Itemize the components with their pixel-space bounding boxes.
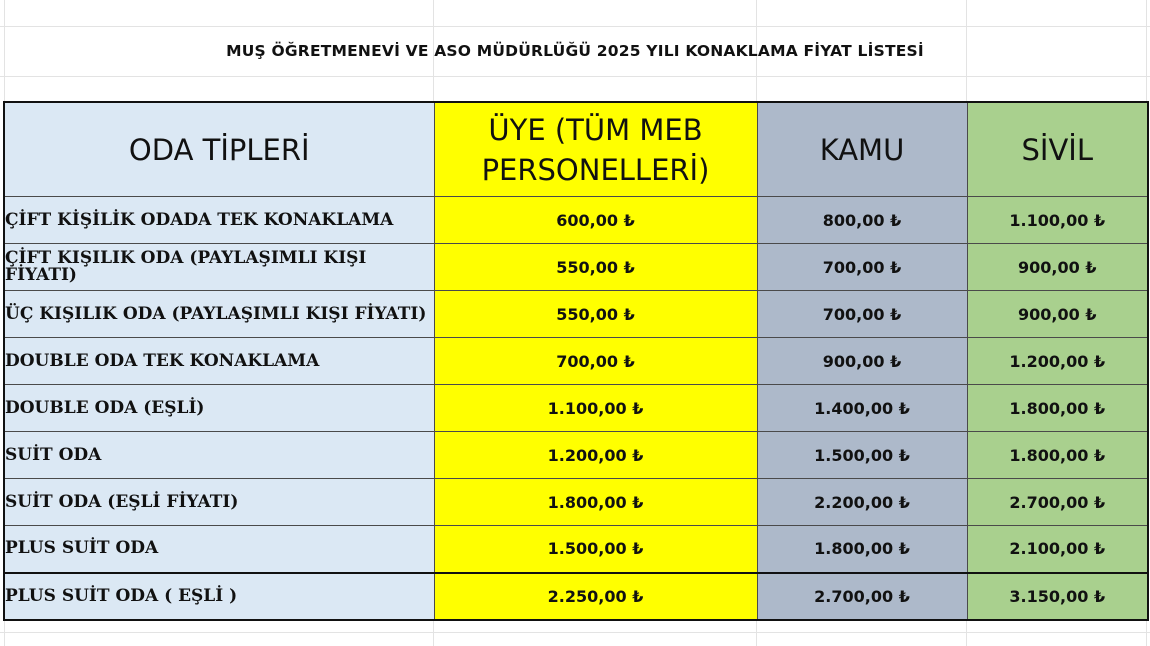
room-type-cell: ÇİFT KIŞILIK ODA (PAYLAŞIMLI KIŞI FİYATI): [4, 244, 434, 291]
kamu-price-cell: 1.500,00 ₺: [757, 432, 967, 479]
room-type-cell: SUİT ODA (EŞLİ FİYATI): [4, 479, 434, 526]
header-uye-line1: ÜYE (TÜM MEB: [488, 112, 703, 147]
kamu-price-cell: 700,00 ₺: [757, 244, 967, 291]
kamu-price-cell: 700,00 ₺: [757, 291, 967, 338]
header-room-types: ODA TİPLERİ: [4, 102, 434, 197]
kamu-price-cell: 800,00 ₺: [757, 197, 967, 244]
sivil-price-cell: 1.800,00 ₺: [967, 432, 1148, 479]
room-type-cell: ÜÇ KIŞILIK ODA (PAYLAŞIMLI KIŞI FİYATI): [4, 291, 434, 338]
kamu-price-cell: 1.800,00 ₺: [757, 526, 967, 573]
header-kamu: KAMU: [757, 102, 967, 197]
room-type-cell: SUİT ODA: [4, 432, 434, 479]
room-type-cell: DOUBLE ODA (EŞLİ): [4, 385, 434, 432]
header-row: [4, 102, 1148, 197]
table-row: [4, 244, 1148, 291]
table-row: [4, 385, 1148, 432]
grid-line: [0, 76, 1150, 77]
sivil-price-cell: 1.800,00 ₺: [967, 385, 1148, 432]
uye-price-cell: 550,00 ₺: [434, 244, 757, 291]
uye-price-cell: 1.100,00 ₺: [434, 385, 757, 432]
kamu-price-cell: 900,00 ₺: [757, 338, 967, 385]
grid-line: [0, 632, 1150, 633]
uye-price-cell: 550,00 ₺: [434, 291, 757, 338]
page-title: MUŞ ÖĞRETMENEVİ VE ASO MÜDÜRLÜĞÜ 2025 YILI KONAKLAMA FİYAT LİSTESİ: [226, 42, 924, 60]
table-row: [4, 479, 1148, 526]
header-uye-line2: PERSONELLERİ): [481, 152, 710, 187]
sivil-price-cell: 900,00 ₺: [967, 291, 1148, 338]
uye-price-cell: 700,00 ₺: [434, 338, 757, 385]
sivil-price-cell: 2.100,00 ₺: [967, 526, 1148, 573]
uye-price-cell: 1.800,00 ₺: [434, 479, 757, 526]
header-uye: [434, 102, 757, 197]
room-type-cell: ÇİFT KİŞİLİK ODADA TEK KONAKLAMA: [4, 197, 434, 244]
kamu-price-cell: 1.400,00 ₺: [757, 385, 967, 432]
table-row: [4, 197, 1148, 244]
room-type-cell: DOUBLE ODA TEK KONAKLAMA: [4, 338, 434, 385]
uye-price-cell: 2.250,00 ₺: [434, 573, 757, 620]
sivil-price-cell: 3.150,00 ₺: [967, 573, 1148, 620]
uye-price-cell: 1.500,00 ₺: [434, 526, 757, 573]
grid-line: [0, 26, 1150, 27]
table-row: [4, 432, 1148, 479]
table-row: [4, 338, 1148, 385]
sivil-price-cell: 1.100,00 ₺: [967, 197, 1148, 244]
sivil-price-cell: 2.700,00 ₺: [967, 479, 1148, 526]
table-row: [4, 526, 1148, 573]
header-sivil: SİVİL: [967, 102, 1148, 197]
table-row: [4, 291, 1148, 338]
price-table: [3, 101, 1149, 621]
uye-price-cell: 600,00 ₺: [434, 197, 757, 244]
kamu-price-cell: 2.700,00 ₺: [757, 573, 967, 620]
sivil-price-cell: 1.200,00 ₺: [967, 338, 1148, 385]
sivil-price-cell: 900,00 ₺: [967, 244, 1148, 291]
uye-price-cell: 1.200,00 ₺: [434, 432, 757, 479]
kamu-price-cell: 2.200,00 ₺: [757, 479, 967, 526]
table-row: [4, 573, 1148, 620]
room-type-cell: PLUS SUİT ODA: [4, 526, 434, 573]
room-type-cell: PLUS SUİT ODA ( EŞLİ ): [4, 573, 434, 620]
